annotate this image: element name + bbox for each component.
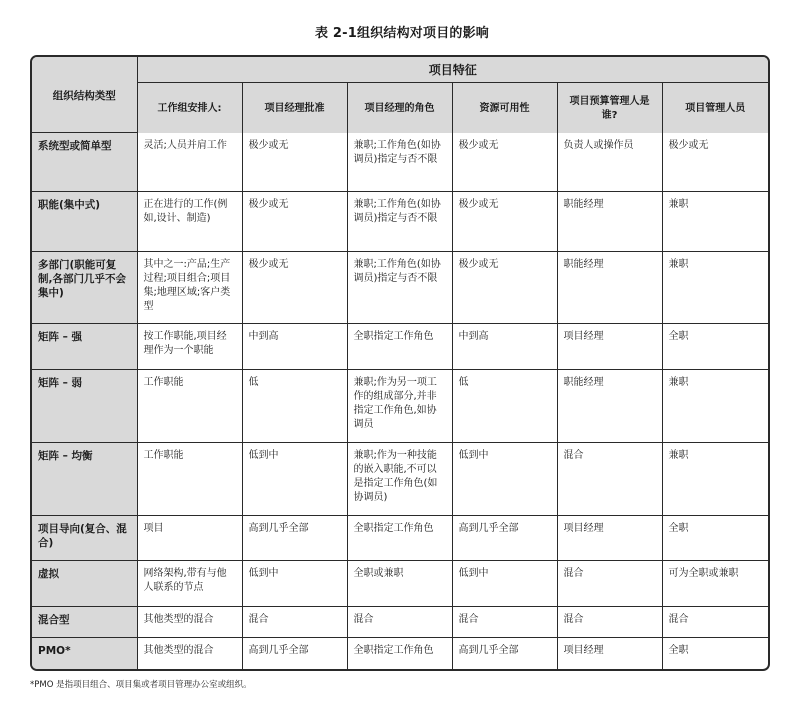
table-cell: 兼职;工作角色(如协调员)指定与否不限 (347, 252, 452, 324)
table-cell: 项目经理 (557, 638, 662, 669)
table-cell: 混合 (242, 607, 347, 638)
table-cell: 可为全职或兼职 (662, 561, 768, 607)
table-cell: 职能经理 (557, 192, 662, 252)
table-cell: 正在进行的工作(例如,设计、制造) (137, 192, 242, 252)
row-header: 混合型 (32, 607, 137, 638)
table-row (32, 324, 768, 370)
row-header: 矩阵 – 强 (32, 324, 137, 370)
row-header: 矩阵 – 均衡 (32, 443, 137, 516)
table-cell: 其他类型的混合 (137, 638, 242, 669)
table-cell: 低 (452, 370, 557, 443)
table-cell: 兼职;作为另一项工作的组成部分,并非指定工作角色,如协调员 (347, 370, 452, 443)
table-cell: 兼职 (662, 443, 768, 516)
column-header: 项目预算管理人是谁? (557, 83, 662, 133)
table-cell: 职能经理 (557, 252, 662, 324)
table-cell: 全职 (662, 516, 768, 561)
row-header: 系统型或简单型 (32, 133, 137, 192)
table-cell: 全职 (662, 638, 768, 669)
table-cell: 项目经理 (557, 516, 662, 561)
table-row (32, 370, 768, 443)
column-header: 项目经理的角色 (347, 83, 452, 133)
table-cell: 网络架构,带有与他人联系的节点 (137, 561, 242, 607)
table-cell: 兼职;工作角色(如协调员)指定与否不限 (347, 192, 452, 252)
table-cell: 全职指定工作角色 (347, 638, 452, 669)
table-cell: 低到中 (452, 443, 557, 516)
table-cell: 低到中 (242, 443, 347, 516)
table-cell: 极少或无 (452, 252, 557, 324)
row-header: 多部门(职能可复制,各部门几乎不会集中) (32, 252, 137, 324)
table-row (32, 133, 768, 192)
table-row (32, 561, 768, 607)
row-header: 虚拟 (32, 561, 137, 607)
table-row (32, 192, 768, 252)
table-cell: 中到高 (242, 324, 347, 370)
table-cell: 灵活;人员并肩工作 (137, 133, 242, 192)
table-cell: 其中之一:产品;生产过程;项目组合;项目集;地理区域;客户类型 (137, 252, 242, 324)
table-cell: 全职指定工作角色 (347, 324, 452, 370)
table-cell: 混合 (557, 443, 662, 516)
row-header: 职能(集中式) (32, 192, 137, 252)
table-cell: 兼职;作为一种技能的嵌入职能,不可以是指定工作角色(如协调员) (347, 443, 452, 516)
corner-header: 组织结构类型 (32, 57, 137, 133)
table-cell: 项目经理 (557, 324, 662, 370)
table-cell: 混合 (557, 561, 662, 607)
footnote: *PMO 是指项目组合、项目集或者项目管理办公室或组织。 (30, 680, 252, 690)
table-cell: 兼职 (662, 252, 768, 324)
row-header: 项目导向(复合、混合) (32, 516, 137, 561)
table-cell: 兼职;工作角色(如协调员)指定与否不限 (347, 133, 452, 192)
column-header: 项目管理人员 (662, 83, 768, 133)
table-cell: 中到高 (452, 324, 557, 370)
table-cell: 全职或兼职 (347, 561, 452, 607)
table-cell: 兼职 (662, 192, 768, 252)
org-structure-table (30, 55, 770, 671)
group-header: 项目特征 (137, 57, 768, 83)
table-row (32, 638, 768, 669)
table-cell: 工作职能 (137, 443, 242, 516)
row-header: 矩阵 – 弱 (32, 370, 137, 443)
column-header: 项目经理批准 (242, 83, 347, 133)
table-cell: 全职 (662, 324, 768, 370)
table-cell: 负责人或操作员 (557, 133, 662, 192)
table-row (32, 443, 768, 516)
table-cell: 极少或无 (242, 252, 347, 324)
table-cell: 项目 (137, 516, 242, 561)
table-cell: 混合 (557, 607, 662, 638)
table-cell: 极少或无 (242, 192, 347, 252)
table-cell: 低到中 (452, 561, 557, 607)
table-cell: 极少或无 (242, 133, 347, 192)
table-cell: 职能经理 (557, 370, 662, 443)
column-header: 工作组安排人: (137, 83, 242, 133)
table-cell: 极少或无 (452, 133, 557, 192)
table-cell: 按工作职能,项目经理作为一个职能 (137, 324, 242, 370)
table-cell: 极少或无 (662, 133, 768, 192)
table-cell: 低到中 (242, 561, 347, 607)
table-cell: 兼职 (662, 370, 768, 443)
table-cell: 高到几乎全部 (242, 516, 347, 561)
table-cell: 高到几乎全部 (452, 638, 557, 669)
table-cell: 工作职能 (137, 370, 242, 443)
table-row (32, 252, 768, 324)
row-header: PMO* (32, 638, 137, 669)
table-title: 表 2-1组织结构对项目的影响 (314, 26, 489, 41)
table-cell: 混合 (452, 607, 557, 638)
column-header: 资源可用性 (452, 83, 557, 133)
table-cell: 混合 (662, 607, 768, 638)
table-row (32, 607, 768, 638)
table-cell: 高到几乎全部 (452, 516, 557, 561)
table-cell: 其他类型的混合 (137, 607, 242, 638)
table-cell: 全职指定工作角色 (347, 516, 452, 561)
table-cell: 高到几乎全部 (242, 638, 347, 669)
table-cell: 低 (242, 370, 347, 443)
table-row (32, 516, 768, 561)
table-cell: 混合 (347, 607, 452, 638)
table-cell: 极少或无 (452, 192, 557, 252)
